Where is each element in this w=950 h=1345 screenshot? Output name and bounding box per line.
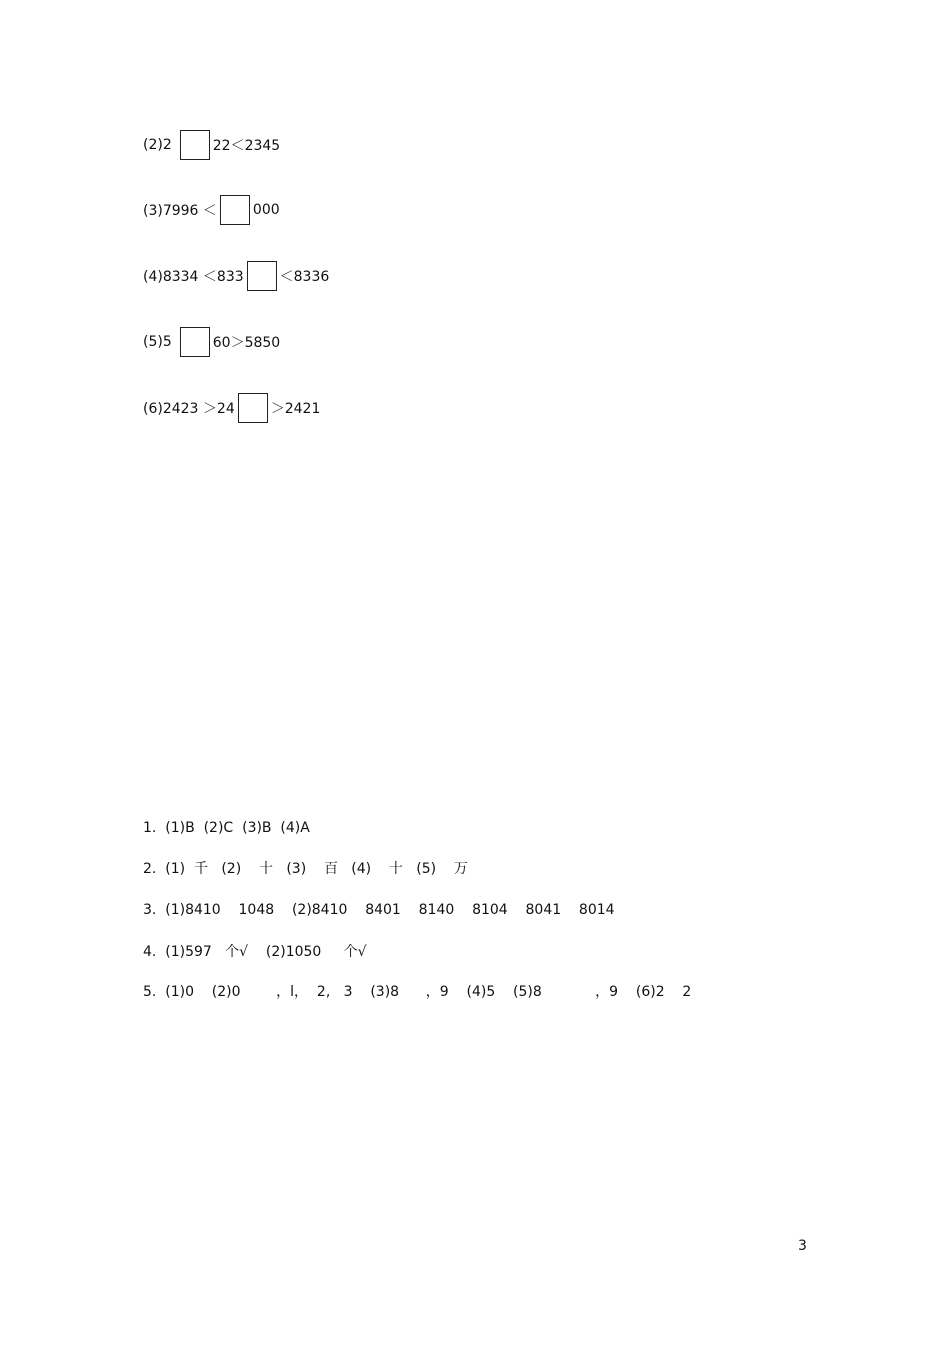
question-prefix: (4)8334 ＜833	[143, 269, 244, 285]
answer-box[interactable]	[238, 393, 268, 423]
answer-box[interactable]	[180, 130, 210, 160]
answer-line-4: 4. (1)597 个√ (2)1050 个√	[143, 944, 367, 960]
question-prefix: (5)5	[143, 334, 172, 350]
question-6	[143, 391, 320, 425]
question-suffix: 60＞5850	[212, 335, 281, 351]
answer-line-2: 2. (1) 千 (2) 十 (3) 百 (4) 十 (5) 万	[143, 861, 468, 877]
question-prefix: (6)2423 ＞24	[143, 401, 235, 417]
answer-box[interactable]	[247, 261, 277, 291]
question-5	[143, 325, 280, 359]
question-suffix: 22＜2345	[212, 138, 281, 154]
answer-line-5: 5. (1)0 (2)0 ，l， 2, 3 (3)8 ，9 (4)5 (5)8 ，9 (6)2 2	[143, 984, 692, 1000]
answer-line-3: 3. (1)8410 1048 (2)8410 8401 8140 8104 8041 8014	[143, 902, 615, 918]
question-suffix: 000	[252, 202, 280, 218]
answer-box[interactable]	[220, 195, 250, 225]
question-3	[143, 193, 280, 227]
answer-line-1: 1. (1)B (2)C (3)B (4)A	[143, 820, 310, 836]
question-prefix: (2)2	[143, 137, 172, 153]
question-prefix: (3)7996 ＜	[143, 203, 217, 219]
question-2	[143, 128, 280, 162]
question-suffix: ＞2421	[270, 401, 321, 417]
answer-box[interactable]	[180, 327, 210, 357]
question-suffix: ＜8336	[279, 269, 330, 285]
question-4	[143, 259, 329, 293]
page-number: 3	[798, 1238, 807, 1254]
